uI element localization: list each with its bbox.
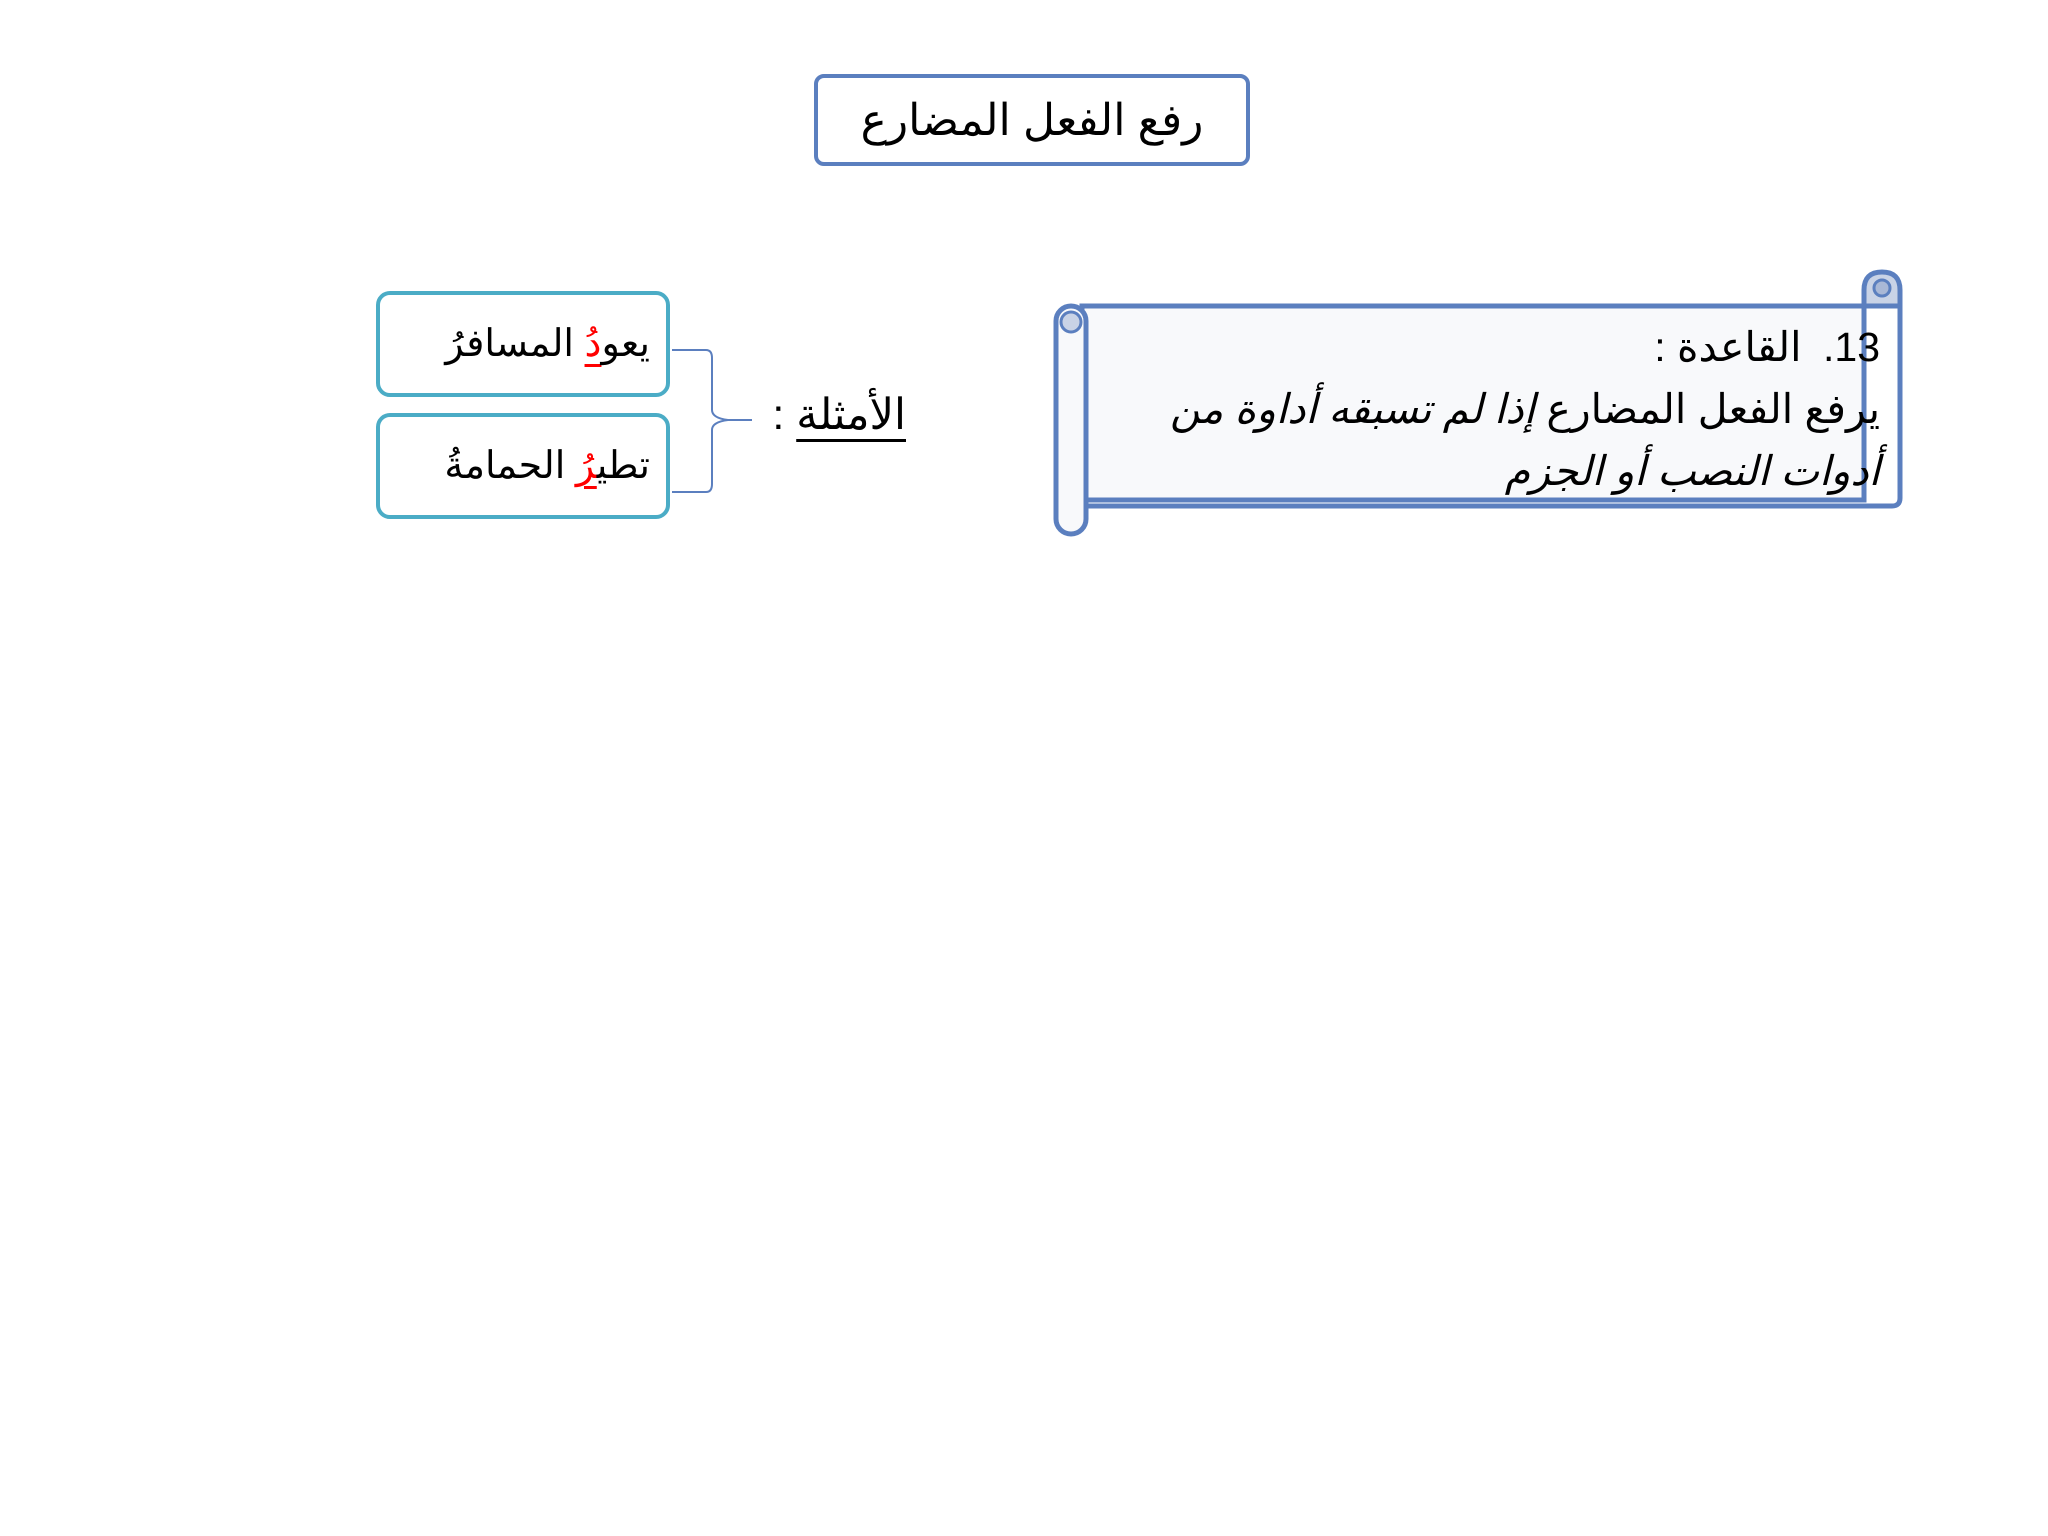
example-2-before: تطي xyxy=(596,445,650,487)
example-2-highlight: رُ xyxy=(575,445,597,487)
rule-heading xyxy=(1120,316,1880,378)
rule-number: 13. xyxy=(1822,324,1880,370)
example-box-1 xyxy=(376,291,670,397)
rule-text xyxy=(1120,316,1880,502)
examples-label-colon: : xyxy=(772,391,797,439)
page-title-box xyxy=(814,74,1250,166)
example-box-2 xyxy=(376,413,670,519)
example-1-highlight: دُ xyxy=(584,323,602,365)
brace-path xyxy=(672,350,728,492)
page-title: رفع الفعل المضارع xyxy=(860,95,1204,145)
scroll-top-curl-dot xyxy=(1874,280,1890,296)
scroll-left-roll xyxy=(1056,306,1086,534)
rule-line-1 xyxy=(1120,378,1880,440)
examples-label xyxy=(750,390,906,440)
examples-label-word: الأمثلة xyxy=(796,391,906,439)
rule-line-2: أدوات النصب أو الجزم xyxy=(1504,448,1880,494)
rule-heading-label: القاعدة : xyxy=(1654,324,1802,370)
example-1-before: يعو xyxy=(601,323,650,365)
rule-line-1-italic: إذا لم تسبقه أداوة من xyxy=(1170,386,1536,432)
examples-brace xyxy=(670,346,760,496)
scroll-left-roll-top xyxy=(1061,312,1081,332)
rule-line-1-plain: يرفع الفعل المضارع xyxy=(1535,386,1880,432)
example-1-after: المسافرُ xyxy=(445,323,585,365)
example-2-after: الحمامةُ xyxy=(444,445,576,487)
